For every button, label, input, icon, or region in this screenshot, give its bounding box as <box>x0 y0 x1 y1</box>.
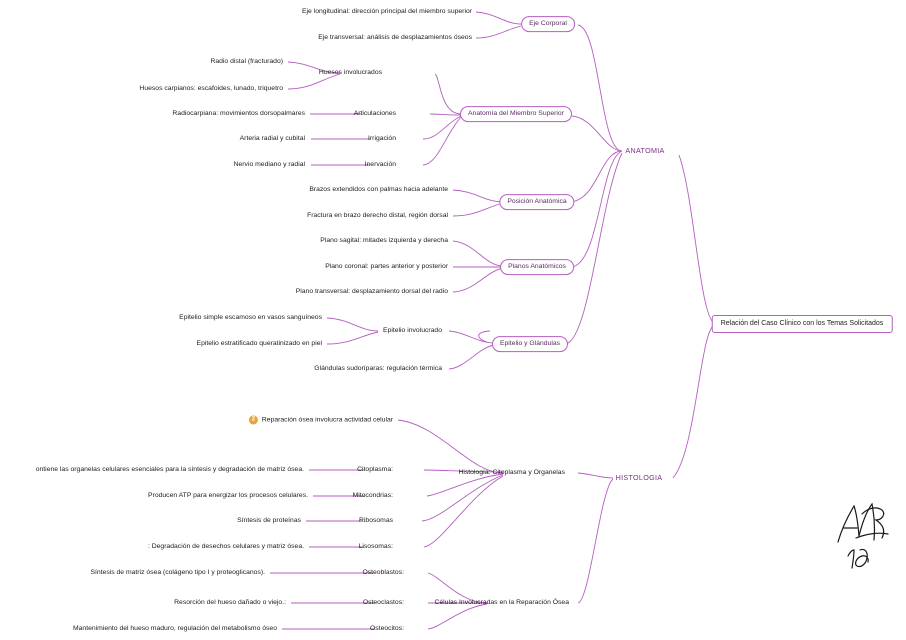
node-eje-corporal[interactable]: Eje Corporal <box>521 16 575 32</box>
root-node[interactable]: Relación del Caso Clínico con los Temas Solicitados <box>712 315 893 333</box>
leaf-osteoclastos-desc: Resorción del hueso dañado o viejo.: <box>174 599 286 607</box>
branch-histologia[interactable]: HISTOLOGIA <box>615 472 663 482</box>
leaf-reparacion-osea-actividad-celular <box>249 415 393 424</box>
node-mitocondrias: Mitocondrias: <box>352 492 393 500</box>
leaf-citoplasma-desc: ontiene las organelas celulares esenciales para la síntesis y degradación de matriz ósea. <box>35 466 304 474</box>
leaf-plano-coronal: Plano coronal: partes anterior y posterior <box>325 263 448 271</box>
node-epitelio-glandulas[interactable]: Epitelio y Glándulas <box>492 336 568 352</box>
node-articulaciones: Articulaciones <box>353 110 396 118</box>
node-celulas-reparacion-osea: Células Involucradas en la Reparación Ósea <box>434 599 569 607</box>
leaf-radiocarpiana: Radiocarpiana: movimientos dorsopalmares <box>172 110 305 118</box>
leaf-plano-transversal: Plano transversal: desplazamiento dorsal del radio <box>295 288 448 296</box>
node-osteoclastos: Osteoclastos: <box>362 599 404 607</box>
node-posicion-anatomica[interactable]: Posición Anatómica <box>499 194 574 210</box>
leaf-osteocitos-desc: Mantenimiento del hueso maduro, regulación del metabolismo óseo <box>72 625 277 633</box>
node-citoplasma: Citoplasma: <box>357 466 393 474</box>
node-anatomia-miembro-superior[interactable]: Anatomía del Miembro Superior <box>460 106 572 122</box>
leaf-radio-distal: Radio distal (fracturado) <box>210 58 283 66</box>
leaf-lisosomas-desc: : Degradación de desechos celulares y matriz ósea. <box>147 543 304 551</box>
node-histologia-citoplasma-organelas: Histología: Citoplasma y Organelas <box>458 469 565 477</box>
leaf-reparacion-osea-text: Reparación ósea involucra actividad celular <box>261 416 393 424</box>
leaf-ribosomas-desc: Síntesis de proteínas <box>237 517 301 525</box>
node-inervacion: Inervación <box>364 161 396 169</box>
branch-anatomia[interactable]: ANATOMIA <box>625 145 665 155</box>
node-huesos-involucrados: Huesos involucrados <box>318 69 382 77</box>
node-planos-anatomicos[interactable]: Planos Anatómicos <box>500 259 574 275</box>
node-lisosomas: Lisosomas: <box>358 543 393 551</box>
leaf-epitelio-simple-escamoso: Epitelio simple escamoso en vasos sanguíneos <box>179 314 322 322</box>
leaf-brazos-extendidos: Brazos extendidos con palmas hacia adelante <box>309 186 448 194</box>
numbered-badge-icon: 2 <box>249 415 258 424</box>
node-ribosomas: Ribosomas <box>359 517 393 525</box>
leaf-eje-transversal: Eje transversal: análisis de desplazamientos óseos <box>318 34 472 42</box>
leaf-nervio-mediano-radial: Nervio mediano y radial <box>233 161 305 169</box>
leaf-huesos-carpianos: Huesos carpianos: escafoides, lunado, triquetro <box>139 85 283 93</box>
leaf-epitelio-estratificado: Epitelio estratificado queratinizado en piel <box>196 340 322 348</box>
leaf-plano-sagital: Plano sagital: mitades izquierda y derecha <box>320 237 448 245</box>
handwritten-signature <box>832 498 902 570</box>
leaf-fractura-brazo-derecho: Fractura en brazo derecho distal, región dorsal <box>307 212 448 220</box>
node-osteocitos: Osteocitos: <box>370 625 404 633</box>
leaf-osteoblastos-desc: Síntesis de matriz ósea (colágeno tipo I y proteoglicanos). <box>90 569 265 577</box>
leaf-glandulas-sudoriparas: Glándulas sudoríparas: regulación térmica <box>314 365 442 373</box>
node-epitelio-involucrado: Epitelio involucrado <box>383 327 442 335</box>
node-irrigacion: Irrigación <box>368 135 396 143</box>
leaf-arteria-radial-cubital: Arteria radial y cubital <box>239 135 305 143</box>
node-osteoblastos: Osteoblastos: <box>362 569 404 577</box>
leaf-mitocondrias-desc: Producen ATP para energizar los procesos celulares. <box>148 492 308 500</box>
leaf-eje-longitudinal: Eje longitudinal: dirección principal del miembro superior <box>301 8 472 16</box>
